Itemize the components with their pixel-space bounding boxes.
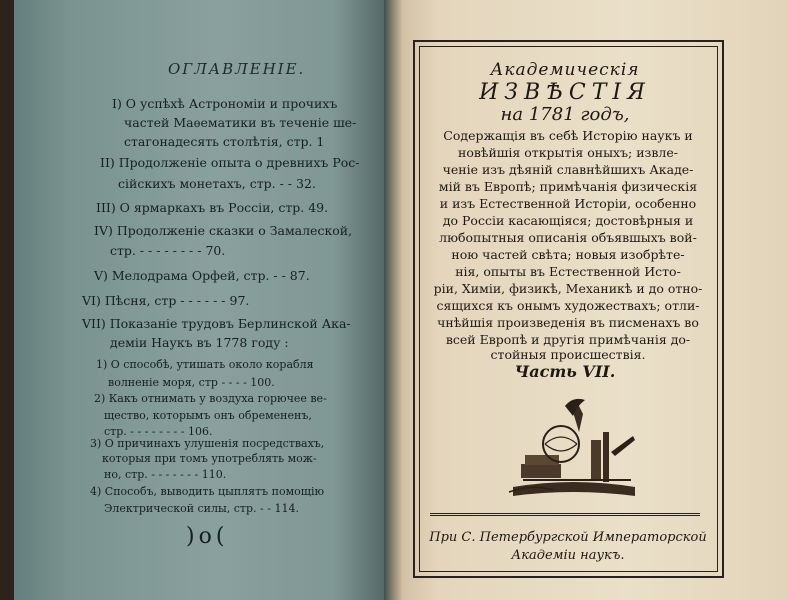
title-body-line: и изъ Естественной Исторіи, особенно — [439, 196, 697, 211]
toc-line: 2) Какъ отнимать у воздуха горючее ве- — [94, 392, 327, 405]
toc-line: стр. - - - - - - - - 70. — [110, 243, 226, 258]
toc-line: VII) Показаніе трудовъ Берлинской Ака- — [82, 316, 351, 331]
toc-line: VI) Пѣсня, стр - - - - - - 97. — [82, 293, 250, 308]
toc-line: волненіе моря, стр - - - - 100. — [108, 376, 275, 389]
toc-ornament: )o( — [186, 524, 229, 549]
imprint-line-2: Академіи наукъ. — [511, 548, 625, 563]
engraved-vignette — [503, 392, 643, 502]
toc-line: деміи Наукъ въ 1778 году : — [110, 335, 289, 350]
toc-line: Электрической силы, стр. - - 114. — [104, 502, 299, 515]
toc-line: 4) Способъ, выводить цыплятъ помощію — [90, 485, 325, 498]
toc-line: IV) Продолженіе сказки о Замалеской, — [94, 223, 353, 238]
toc-line: частей Маѳематики въ теченіе ше- — [124, 115, 357, 130]
toc-line: стр. - - - - - - - - 106. — [104, 425, 213, 438]
title-body-line: до Россіи касающіяся; достовѣрныя и — [442, 213, 694, 228]
imprint-line-1: При С. Петербургской Императорской — [429, 530, 707, 545]
book-edge — [0, 0, 14, 600]
title-body-line: мій въ Европѣ; примѣчанія физическія — [438, 179, 698, 194]
title-body-line: ченіе изъ дѣяній славнѣйшихъ Акаде- — [442, 162, 694, 177]
title-body-line: ріи, Химіи, физикѣ, Механикѣ и до отно- — [433, 281, 703, 296]
toc-line: I) О успѣхѣ Астрономіи и прочихъ — [112, 96, 338, 111]
toc-line: стагонадесять столѣтія, стр. 1 — [124, 134, 325, 149]
title-body-line: стойныя происшествія. — [490, 347, 646, 362]
title-body-line: Содержащія въ себѣ Исторію наукъ и — [443, 128, 693, 143]
toc-line: II) Продолженіе опыта о древнихъ Рос- — [100, 155, 360, 170]
toc-line: но, стр. - - - - - - - 110. — [104, 468, 227, 481]
title-body-line: любопытныя описанія объявшыхъ вой- — [439, 230, 697, 245]
toc-line: 3) О причинахъ улушенія посредствахъ, — [90, 437, 325, 450]
toc-line: V) Мелодрама Орфей, стр. - - 87. — [94, 268, 310, 283]
toc-line: 1) О способѣ, утишать около корабля — [96, 358, 314, 371]
part-number: Часть VII. — [514, 362, 616, 381]
toc-line: щество, которымъ онъ обремененъ, — [104, 409, 312, 422]
title-body-line: всей Европѣ и другія примѣчанія до- — [445, 332, 691, 347]
title-line-3: на 1781 годъ, — [500, 104, 630, 125]
toc-line: которыя при томъ употреблять мож- — [102, 452, 317, 465]
title-body-line: ною частей свѣта; новыя изобрѣте- — [451, 247, 685, 262]
title-body-line: новѣйшія открытія оныхъ; извле- — [458, 145, 678, 160]
toc-line: III) О ярмаркахъ въ Россіи, стр. 49. — [96, 200, 329, 215]
title-body-line: чнѣйшія произведенія въ писменахъ во — [437, 315, 699, 330]
toc-title: ОГЛАВЛЕНІЕ. — [168, 60, 306, 78]
ornamental-rule — [430, 513, 700, 516]
toc-line: сійскихъ монетахъ, стр. - - 32. — [118, 176, 316, 191]
title-body-line: нія, опыты въ Естественной Исто- — [455, 264, 681, 279]
title-line-2: ИЗВѢСТІЯ — [479, 80, 651, 105]
book-gutter — [384, 0, 402, 600]
title-body-line: сящихся къ онымъ художествахъ; отли- — [436, 298, 700, 313]
title-line-1: Академическія — [490, 60, 640, 80]
